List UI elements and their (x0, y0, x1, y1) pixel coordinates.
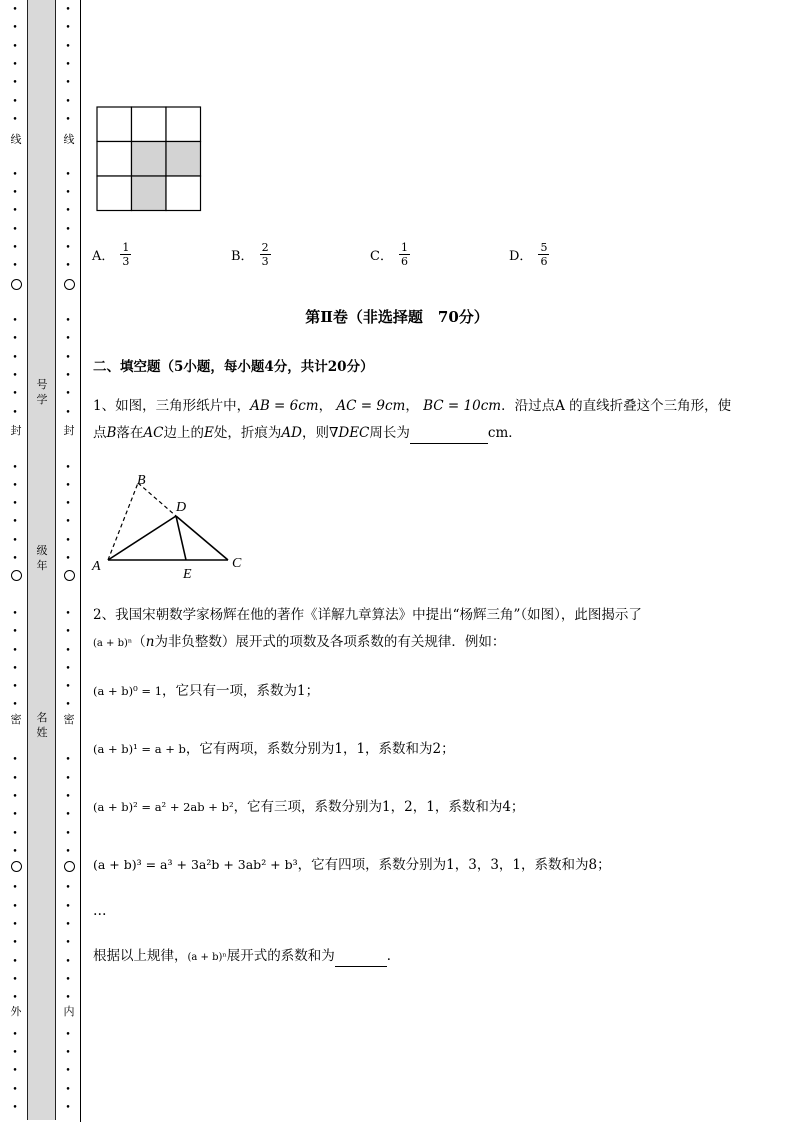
binding-dot: • (12, 828, 18, 839)
binding-dot: • (12, 883, 18, 894)
binding-dot: • (12, 956, 18, 967)
option-letter: B． (231, 249, 254, 264)
inner-label-line: 线 (63, 133, 75, 146)
option-fraction: $\frac{1}{3}$ (122, 241, 130, 268)
binding-dot: • (12, 1103, 18, 1113)
q2-answer-blank[interactable] (335, 946, 387, 967)
outer-label-line: 线 (10, 133, 22, 146)
binding-dot: • (65, 627, 71, 638)
q1-line1: 1、如图，三角形纸片中，AB = 6cm， AC = 9cm， BC = 10cm．沿过点A 的直线折叠这个三角形，使 (93, 398, 732, 414)
field-student-number: 号 学 (36, 378, 48, 406)
binding-dot: • (65, 920, 71, 930)
label-b: B (137, 473, 146, 488)
binding-dot: • (65, 1048, 71, 1059)
binding-dot: • (65, 169, 71, 180)
binding-dot: • (65, 242, 71, 253)
binding-dot: • (65, 938, 71, 949)
binding-dot: • (65, 663, 71, 674)
binding-dot: • (65, 78, 71, 89)
binding-dot: • (65, 993, 71, 1004)
binding-dot: • (65, 224, 71, 235)
binding-dot: • (65, 407, 71, 418)
binding-dot: • (12, 462, 18, 473)
binding-dot: • (12, 791, 18, 802)
binding-dot: • (65, 554, 71, 564)
binding-dot: • (65, 5, 71, 15)
binding-dot: • (12, 96, 18, 107)
binding-dot: • (65, 974, 71, 985)
outer-label-outside: 外 (10, 1005, 22, 1018)
binding-dot: • (12, 407, 18, 418)
option-letter: C． (370, 249, 393, 264)
binding-dot: • (12, 554, 18, 564)
option-c[interactable] (370, 241, 410, 268)
binding-circle (11, 861, 22, 872)
section-title: 二、填空题（5小题，每小题4分，共计20分） (93, 359, 374, 375)
label-a: A (92, 559, 101, 574)
binding-dot: • (12, 261, 18, 272)
binding-dot: • (65, 846, 71, 857)
inner-label-seal: 封 (63, 424, 75, 437)
option-letter: D． (509, 249, 533, 264)
binding-dot: • (12, 389, 18, 400)
binding-dot: • (65, 352, 71, 363)
binding-dot: • (65, 700, 71, 711)
binding-dot: • (12, 316, 18, 327)
binding-dot: • (12, 663, 18, 674)
binding-dot: • (65, 791, 71, 802)
binding-dot: • (65, 206, 71, 217)
binding-rule (80, 0, 81, 1122)
binding-dot: • (12, 773, 18, 784)
binding-dot: • (65, 41, 71, 52)
binding-dot: • (12, 974, 18, 985)
grid-cell (166, 107, 201, 142)
crease-ad (108, 516, 176, 560)
binding-circle (11, 570, 22, 581)
binding-dot: • (12, 700, 18, 711)
binding-dot: • (12, 627, 18, 638)
binding-dot: • (65, 682, 71, 693)
binding-dot: • (12, 810, 18, 821)
binding-circle (11, 279, 22, 290)
binding-dot: • (12, 169, 18, 180)
binding-dot: • (65, 114, 71, 125)
binding-dot: • (12, 78, 18, 89)
outer-label-secret: 密 (10, 713, 22, 726)
grid-cell (166, 142, 201, 177)
binding-dot: • (65, 462, 71, 473)
option-letter: A． (92, 249, 115, 264)
grid-cell (97, 176, 132, 211)
binding-dot: • (65, 828, 71, 839)
q2-last-line: 根据以上规律，(a + b)ⁿ展开式的系数和为 ． (93, 946, 400, 968)
binding-dot: • (12, 499, 18, 510)
binding-dot: • (12, 371, 18, 381)
option-a[interactable] (92, 241, 131, 268)
binding-dot: • (65, 773, 71, 784)
q2-line2: (a + b)ⁿ（n为非负整数）展开式的项数及各项系数的有关规律．例如： (93, 634, 506, 650)
option-fraction: $\frac{1}{6}$ (400, 241, 408, 268)
q2-ellipsis: … (93, 903, 107, 919)
binding-dot: • (65, 645, 71, 656)
binding-dot: • (12, 206, 18, 217)
binding-dot: • (65, 1084, 71, 1095)
binding-dot: • (65, 499, 71, 510)
inner-label-secret: 密 (63, 713, 75, 726)
binding-dot: • (12, 517, 18, 528)
binding-dot: • (12, 901, 18, 912)
triangle-figure (90, 468, 250, 583)
binding-dot: • (12, 682, 18, 693)
binding-dot: • (65, 188, 71, 198)
binding-dot: • (65, 608, 71, 619)
binding-dot: • (12, 188, 18, 198)
binding-dot: • (12, 938, 18, 949)
field-name: 名 姓 (36, 711, 48, 739)
binding-dot: • (65, 517, 71, 528)
grid-cell (132, 176, 167, 211)
binding-dot: • (12, 608, 18, 619)
binding-dot: • (65, 371, 71, 381)
binding-dot: • (65, 810, 71, 821)
binding-dot: • (12, 114, 18, 125)
binding-dot: • (12, 645, 18, 656)
binding-dot: • (12, 755, 18, 766)
q2-example-2: (a + b)² = a² + 2ab + b²，它有三项，系数分别为1，2，1，系数和为4； (93, 799, 525, 815)
binding-dot: • (65, 883, 71, 894)
binding-dot: • (12, 5, 18, 15)
binding-dot: • (12, 480, 18, 491)
binding-dot: • (65, 59, 71, 70)
binding-dot: • (65, 389, 71, 400)
binding-dot: • (12, 224, 18, 235)
binding-dot: • (65, 1066, 71, 1077)
binding-circle (64, 279, 75, 290)
q2-example-0: (a + b)⁰ = 1，它只有一项，系数为1； (93, 683, 320, 699)
binding-dot: • (12, 1029, 18, 1040)
grid-cell (97, 142, 132, 177)
grid-cell (97, 107, 132, 142)
binding-dot: • (65, 334, 71, 345)
field-grade: 级 年 (36, 544, 48, 572)
binding-circle (64, 861, 75, 872)
binding-dot: • (12, 920, 18, 930)
binding-dot: • (65, 316, 71, 327)
binding-dot: • (65, 261, 71, 272)
option-d[interactable] (509, 241, 549, 268)
option-fraction: $\frac{5}{6}$ (540, 241, 548, 268)
binding-dot: • (65, 535, 71, 546)
binding-circle (64, 570, 75, 581)
q1-line2: 点B落在AC边上的E处，折痕为AD，则∇DEC周长为 cm． (93, 423, 522, 444)
binding-dot: • (12, 41, 18, 52)
binding-dot: • (12, 1084, 18, 1095)
q2-example-3: (a + b)³ = a³ + 3a²b + 3ab² + b³，它有四项，系数分别为1，3，3，1，系数和为8； (93, 857, 611, 873)
grid-figure (96, 106, 202, 212)
q2-example-1: (a + b)¹ = a + b，它有两项，系数分别为1，1，系数和为2； (93, 741, 455, 757)
inner-label-inside: 内 (63, 1005, 75, 1018)
binding-dot: • (65, 96, 71, 107)
binding-dot: • (12, 334, 18, 345)
binding-dot: • (65, 1103, 71, 1113)
option-b[interactable] (231, 241, 271, 268)
binding-dot: • (12, 535, 18, 546)
q2-line1: 2、我国宋朝数学家杨辉在他的著作《详解九章算法》中提出“杨辉三角”（如图），此图揭示了 (93, 607, 642, 623)
grid-cell (132, 107, 167, 142)
fold-edge-ab (108, 483, 138, 560)
binding-dot: • (65, 901, 71, 912)
binding-dot: • (65, 1029, 71, 1040)
label-c: C (232, 556, 242, 571)
binding-dot: • (12, 1048, 18, 1059)
binding-dot: • (12, 242, 18, 253)
binding-dot: • (12, 59, 18, 70)
grid-cell (132, 142, 167, 177)
binding-dot: • (65, 23, 71, 34)
binding-dot: • (65, 755, 71, 766)
binding-dot: • (12, 1066, 18, 1077)
binding-dot: • (12, 993, 18, 1004)
binding-dot: • (65, 480, 71, 491)
binding-dot: • (12, 352, 18, 363)
option-fraction: $\frac{2}{3}$ (261, 241, 269, 268)
label-e: E (183, 567, 192, 582)
binding-dot: • (65, 956, 71, 967)
part2-title: 第Ⅱ卷（非选择题 70分） (305, 308, 489, 326)
label-d: D (176, 500, 187, 515)
q1-answer-blank[interactable] (410, 423, 488, 444)
binding-dot: • (12, 846, 18, 857)
grid-cell (166, 176, 201, 211)
binding-dot: • (12, 23, 18, 34)
outer-label-seal: 封 (10, 424, 22, 437)
